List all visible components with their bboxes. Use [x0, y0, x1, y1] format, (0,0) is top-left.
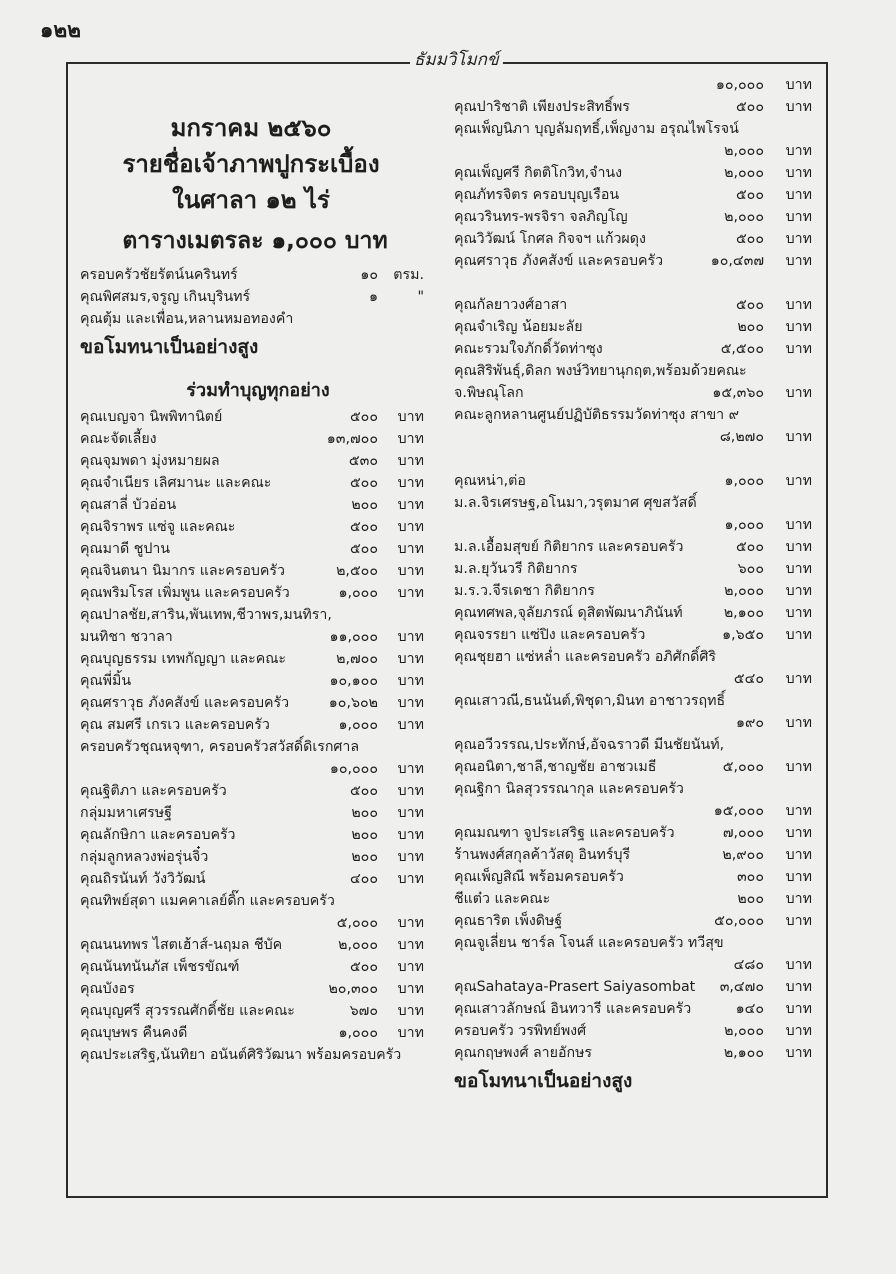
donor-name: ม.ล.ยุวันวรี กิติยากร	[454, 561, 578, 577]
donation-amount: ๒,๐๐๐	[724, 165, 764, 181]
donation-row	[454, 1020, 818, 1042]
donation-amount: ๔๘๐	[733, 957, 764, 973]
donation-row	[454, 536, 818, 558]
donor-name: คุณนันทนันภัส เพ็ชรขัณฑ์	[80, 959, 240, 975]
donation-amount: ๒,๙๐๐	[722, 847, 764, 863]
donor-name: คุณจูเลี่ยน ชาร์ล โจนส์ และครอบครัว ทวีสุข	[454, 935, 724, 951]
donation-row	[80, 264, 436, 286]
donor-name: ม.ร.ว.จีรเดชา กิติยากร	[454, 583, 595, 599]
donation-amount: ๑๐	[360, 267, 378, 283]
donation-row	[454, 162, 818, 184]
donation-row	[80, 406, 436, 428]
donation-row	[454, 844, 818, 866]
donor-name: คุณสิริพันธุ์,ดิลก พงษ์วิทยานุกฤต,พร้อมด้วยคณะ	[454, 363, 747, 379]
donor-name: คุณสาลี่ บัวอ่อน	[80, 497, 177, 513]
donation-amount: ๕๐๐	[735, 297, 764, 313]
currency-unit: บาท	[785, 253, 812, 269]
currency-unit: บาท	[785, 913, 812, 929]
donation-row	[80, 934, 436, 956]
donor-name: คุณบุญศรี สุวรรณศักดิ์ชัย และคณะ	[80, 1003, 295, 1019]
donation-amount: ๒,๐๐๐	[724, 1023, 764, 1039]
donor-name: ม.ล.เอื้อมสุขย์ กิติยากร และครอบครัว	[454, 539, 684, 555]
right-donation-block-b	[454, 294, 818, 448]
donor-name: กลุ่มมหาเศรษฐี	[80, 805, 172, 821]
currency-unit: บาท	[397, 1025, 424, 1041]
donor-name: คุณเพ็ญสิณี พร้อมครอบครัว	[454, 869, 624, 885]
donation-row	[80, 428, 436, 450]
currency-unit: บาท	[397, 629, 424, 645]
donor-name: คุณทิพย์สุดา แมคคาเลย์ดิ๊ก และครอบครัว	[80, 893, 335, 909]
donation-row	[80, 780, 436, 802]
donor-name: คุณอวีวรรณ,ประทักษ์,อัจฉราวดี มีนชัยนันท์,	[454, 737, 725, 753]
donation-row	[80, 824, 436, 846]
donation-row	[80, 582, 436, 604]
thanks-line-1: ขอโมทนาเป็นอย่างสูง	[80, 336, 259, 358]
donation-row	[454, 580, 818, 602]
donation-amount: ๑๕,๓๖๐	[712, 385, 764, 401]
donation-row	[80, 714, 436, 736]
donation-amount: ๑๐,๐๐๐	[715, 77, 764, 93]
currency-unit: บาท	[785, 473, 812, 489]
donor-name: คุณจำเริญ น้อยมะลัย	[454, 319, 583, 335]
donation-row	[80, 450, 436, 472]
donation-amount: ๑๓,๗๐๐	[326, 431, 378, 447]
donor-name: คุณตุ้ม และเพื่อน,หลานหมอทองคำ	[80, 311, 294, 327]
donation-amount: ๕๐๐	[735, 187, 764, 203]
donation-row	[80, 736, 436, 758]
donation-amount: ๑,๐๐๐	[338, 717, 378, 733]
currency-unit: บาท	[785, 627, 812, 643]
currency-unit: บาท	[397, 981, 424, 997]
currency-unit: บาท	[397, 783, 424, 799]
donation-amount: ๒,๗๐๐	[336, 651, 378, 667]
donation-amount: ๒,๐๐๐	[724, 143, 764, 159]
donor-name: มนทิชา ชวาลา	[80, 629, 173, 645]
donation-amount: ๓,๔๗๐	[719, 979, 764, 995]
title-line-2: รายชื่อเจ้าภาพปูกระเบื้อง	[122, 150, 380, 178]
donation-row	[454, 668, 818, 690]
currency-unit: บาท	[785, 1023, 812, 1039]
donation-row	[454, 404, 818, 426]
donation-amount: ๕๐๐	[349, 409, 378, 425]
donor-name: ครอบครัวชัยรัตน์นครินทร์	[80, 267, 238, 283]
donation-row	[454, 1042, 818, 1064]
donation-amount: ๕๐๐	[349, 541, 378, 557]
donation-amount: ๒๐๐	[351, 849, 378, 865]
donation-row	[454, 74, 818, 96]
donation-row	[454, 756, 818, 778]
currency-unit: บาท	[785, 847, 812, 863]
donor-name: คุณอนิตา,ชาลี,ชาญชัย อาชวเมธี	[454, 759, 657, 775]
currency-unit: บาท	[397, 959, 424, 975]
currency-unit: บาท	[785, 869, 812, 885]
donor-name: คุณนนทพร ไสตเฮ้าส์-นฤมล ชีบัค	[80, 937, 283, 953]
donation-amount: ๕๔๐	[733, 671, 764, 687]
donation-row	[454, 932, 818, 954]
donation-amount: ๑,๐๐๐	[338, 1025, 378, 1041]
donation-row	[454, 888, 818, 910]
title-line-1: มกราคม ๒๕๖๐	[170, 114, 332, 142]
donation-row	[454, 338, 818, 360]
donation-amount: ๕,๐๐๐	[722, 759, 764, 775]
donation-amount: ๑๑,๐๐๐	[329, 629, 378, 645]
currency-unit: บาท	[397, 541, 424, 557]
donation-amount: ๕๐๐	[735, 99, 764, 115]
donation-row	[80, 604, 436, 626]
currency-unit: บาท	[397, 497, 424, 513]
currency-unit: บาท	[785, 77, 812, 93]
donation-amount: ๕๐๐	[349, 783, 378, 799]
currency-unit: บาท	[397, 761, 424, 777]
donation-amount: ๑	[368, 289, 378, 305]
currency-unit: บาท	[397, 717, 424, 733]
donation-amount: ๕,๕๐๐	[720, 341, 764, 357]
currency-unit: บาท	[785, 605, 812, 621]
donation-row	[454, 470, 818, 492]
donation-row	[80, 956, 436, 978]
currency-unit: บาท	[397, 431, 424, 447]
currency-unit: บาท	[397, 849, 424, 865]
donor-name: คุณวรินทร-พรจิรา จลภิญโญ	[454, 209, 628, 225]
donor-name: คุณกฤษพงศ์ ลายอักษร	[454, 1045, 593, 1061]
donation-row	[454, 822, 818, 844]
donor-name: คุณจรรยา แซ่ปิง และครอบครัว	[454, 627, 646, 643]
currency-unit: บาท	[397, 1003, 424, 1019]
donation-row	[454, 998, 818, 1020]
donor-name: คุณกัลยาวงศ์อาสา	[454, 297, 568, 313]
donation-amount: ๒,๕๐๐	[336, 563, 378, 579]
currency-unit: "	[417, 289, 424, 305]
currency-unit: บาท	[397, 519, 424, 535]
currency-unit: บาท	[785, 539, 812, 555]
donation-row	[80, 472, 436, 494]
donation-row	[454, 382, 818, 404]
currency-unit: บาท	[785, 1045, 812, 1061]
currency-unit: บาท	[785, 561, 812, 577]
donation-amount: ๑๔๐	[735, 1001, 764, 1017]
title-block	[80, 110, 436, 264]
left-column	[80, 110, 436, 1066]
donation-amount: ๒,๐๐๐	[724, 583, 764, 599]
donor-name: คุณจินตนา นิมากร และครอบครัว	[80, 563, 285, 579]
donor-name: คุณชุยฮา แซ่หล่ำ และครอบครัว อภิศักดิ์ศิริ	[454, 649, 717, 665]
donation-amount: ๒๐,๓๐๐	[328, 981, 378, 997]
donor-name: คุณหน่า,ต่อ	[454, 473, 526, 489]
donation-row	[80, 1022, 436, 1044]
donation-row	[80, 286, 436, 308]
donation-amount: ๒,๑๐๐	[723, 1045, 764, 1061]
donation-row	[454, 976, 818, 998]
donation-row	[454, 360, 818, 382]
donation-amount: ๑๐,๔๓๗	[710, 253, 764, 269]
right-donation-block-c	[454, 470, 818, 1064]
donor-name: คุณเพ็ญนิภา บุญลัมฤทธิ์,เพ็ญงาม อรุณไพโรจน์	[454, 121, 739, 137]
donation-row	[80, 648, 436, 670]
donor-name: คุณถิรนันท์ วังวิวัฒน์	[80, 871, 206, 887]
donation-row	[80, 868, 436, 890]
donation-row	[80, 846, 436, 868]
donation-row	[454, 690, 818, 712]
right-donation-block-a	[454, 74, 818, 272]
currency-unit: บาท	[785, 99, 812, 115]
currency-unit: บาท	[785, 319, 812, 335]
donor-name: คุณมณฑา จูประเสริฐ และครอบครัว	[454, 825, 675, 841]
thanks-line-2: ขอโมทนาเป็นอย่างสูง	[454, 1070, 633, 1092]
currency-unit: บาท	[785, 231, 812, 247]
currency-unit: บาท	[397, 563, 424, 579]
donor-name: คุณปาลชัย,สาริน,พันเทพ,ชีวาพร,มนทิรา,	[80, 607, 332, 623]
donation-row	[454, 492, 818, 514]
donor-name: คุณจำเนียร เลิศมานะ และคณะ	[80, 475, 272, 491]
running-header: ธัมมวิโมกข์	[410, 46, 503, 73]
currency-unit: บาท	[785, 297, 812, 313]
donation-row	[80, 758, 436, 780]
currency-unit: บาท	[785, 429, 812, 445]
donation-amount: ๔๐๐	[349, 871, 378, 887]
donor-name: คุณจิราพร แซ่จู และคณะ	[80, 519, 236, 535]
currency-unit: บาท	[785, 957, 812, 973]
currency-unit: บาท	[785, 385, 812, 401]
donation-row	[454, 800, 818, 822]
donation-row	[454, 712, 818, 734]
donor-name: คุณศราวุธ ภังคสังข์ และครอบครัว	[454, 253, 664, 269]
donation-row	[454, 624, 818, 646]
donation-row	[80, 538, 436, 560]
donation-row	[454, 250, 818, 272]
donation-row	[80, 494, 436, 516]
donor-name: คุณจุมพดา มุ่งหมายผล	[80, 453, 220, 469]
donation-amount: ๑,๐๐๐	[338, 585, 378, 601]
donor-name: คณะรวมใจภักดิ์วัดท่าซุง	[454, 341, 603, 357]
currency-unit: บาท	[785, 1001, 812, 1017]
donor-name: คุณเสาวณี,ธนนันต์,พิชุดา,มินท อาชาวรฤทธิ์	[454, 693, 726, 709]
donor-name: ครอบครัว วรพิทย์พงศ์	[454, 1023, 587, 1039]
donation-amount: ๕๐๐	[735, 539, 764, 555]
donation-amount: ๑๕,๐๐๐	[713, 803, 764, 819]
donation-amount: ๑๙๐	[735, 715, 764, 731]
donor-name: ม.ล.จิรเศรษฐ,อโนมา,วรุตมาศ ศุขสวัสดิ์	[454, 495, 697, 511]
donation-row	[80, 560, 436, 582]
donation-row	[454, 646, 818, 668]
donation-amount: ๓๐๐	[736, 869, 764, 885]
donor-name: คุณพริมโรส เพิ่มพูน และครอบครัว	[80, 585, 290, 601]
currency-unit: บาท	[785, 209, 812, 225]
donation-row	[80, 1000, 436, 1022]
donation-amount: ๒๐๐	[351, 827, 378, 843]
donor-name: คณะจัดเลี้ยง	[80, 431, 157, 447]
donation-row	[80, 912, 436, 934]
donation-amount: ๒๐๐	[351, 497, 378, 513]
donor-name: กลุ่มลูกหลวงพ่อรุ่นจิ๋ว	[80, 849, 209, 865]
donation-row	[80, 692, 436, 714]
donation-row	[454, 316, 818, 338]
currency-unit: บาท	[785, 891, 812, 907]
donation-row	[454, 778, 818, 800]
donation-amount: ๒,๐๐๐	[338, 937, 378, 953]
donation-amount: ๑๐,๑๐๐	[329, 673, 378, 689]
donation-amount: ๕๐๐	[349, 959, 378, 975]
donor-name: คุณเสาวลักษณ์ อินทวารี และครอบครัว	[454, 1001, 692, 1017]
currency-unit: บาท	[785, 165, 812, 181]
currency-unit: บาท	[785, 825, 812, 841]
donor-name: คุณ สมศรี เกรเว และครอบครัว	[80, 717, 270, 733]
currency-unit: บาท	[397, 695, 424, 711]
donor-name: ร้านพงศ์สกุลค้าวัสดุ อินทร์บุรี	[454, 847, 631, 863]
donor-name: คุณบุษพร คืนคงดี	[80, 1025, 188, 1041]
donation-amount: ๒,๑๐๐	[723, 605, 764, 621]
donor-name: คุณทศพล,จุลัยภรณ์ ดุสิตพัฒนาภินันท์	[454, 605, 683, 621]
donation-row	[454, 866, 818, 888]
currency-unit: บาท	[785, 671, 812, 687]
currency-unit: บาท	[785, 583, 812, 599]
currency-unit: บาท	[397, 915, 424, 931]
donor-name: คุณฐิติภา และครอบครัว	[80, 783, 227, 799]
donation-row	[80, 516, 436, 538]
donor-name: คุณเพ็ญศรี กิตติโกวิท,จำนง	[454, 165, 623, 181]
donation-row	[454, 602, 818, 624]
donation-amount: ๑๐,๐๐๐	[329, 761, 378, 777]
donor-name: คุณมาดี ชูปาน	[80, 541, 170, 557]
donor-name: คุณพี่มิ้น	[80, 673, 132, 689]
donor-name: ครอบครัวชุณหจุฑา, ครอบครัวสวัสดิ์ดิเรกศาล	[80, 739, 360, 755]
donor-name: คุณธาริต เพ็งดิษฐ์	[454, 913, 563, 929]
currency-unit: บาท	[785, 715, 812, 731]
donor-name: คุณศราวุธ ภังคสังข์ และครอบครัว	[80, 695, 290, 711]
donation-row	[80, 308, 436, 330]
donor-name: คุณบุญธรรม เทพกัญญา และคณะ	[80, 651, 287, 667]
donation-row	[80, 670, 436, 692]
currency-unit: บาท	[397, 409, 424, 425]
donation-row	[454, 96, 818, 118]
donation-amount: ๒๐๐	[351, 805, 378, 821]
donation-amount: ๖๐๐	[737, 561, 764, 577]
donation-row	[80, 802, 436, 824]
title-line-4: ตารางเมตรละ ๑,๐๐๐ บาท	[122, 228, 388, 254]
donation-amount: ๒,๐๐๐	[724, 209, 764, 225]
currency-unit: บาท	[785, 517, 812, 533]
currency-unit: บาท	[397, 673, 424, 689]
donation-row	[454, 140, 818, 162]
title-line-3: ในศาลา ๑๒ ไร่	[172, 186, 330, 214]
currency-unit: บาท	[397, 805, 424, 821]
section-heading: ร่วมทำบุญทุกอย่าง	[186, 380, 330, 401]
donation-amount: ๒๐๐	[737, 891, 764, 907]
currency-unit: บาท	[785, 341, 812, 357]
currency-unit: บาท	[397, 871, 424, 887]
donation-amount: ๕๐๐	[735, 231, 764, 247]
donor-name: ชีแต๋ว และคณะ	[454, 891, 551, 907]
donation-row	[80, 978, 436, 1000]
donor-name: คุณลักษิกา และครอบครัว	[80, 827, 236, 843]
page-number: ๑๒๒	[40, 18, 82, 42]
donation-row	[454, 118, 818, 140]
currency-unit: บาท	[397, 453, 424, 469]
currency-unit: ตรม.	[393, 267, 424, 283]
donor-name: คุณบังอร	[80, 981, 135, 997]
donation-row	[80, 626, 436, 648]
donor-name: คุณวิวัฒน์ โกศล กิจจฯ แก้วผดุง	[454, 231, 646, 247]
currency-unit: บาท	[397, 827, 424, 843]
donation-amount: ๖๗๐	[349, 1003, 378, 1019]
currency-unit: บาท	[785, 803, 812, 819]
donor-name: คุณพิศสมร,จรูญ เกินบุรินทร์	[80, 289, 251, 305]
donor-name: คุณประเสริฐ,นันทิยา อนันต์ศิริวัฒนา พร้อมครอบครัว	[80, 1047, 402, 1063]
donation-row	[454, 228, 818, 250]
donation-row	[454, 184, 818, 206]
donor-name: คุณภัทรจิตร ครอบบุญเรือน	[454, 187, 620, 203]
donor-name: คุณSahataya-Prasert Saiyasombat	[454, 979, 696, 995]
right-column	[454, 74, 818, 1098]
donor-name: คุณฐิกา นิลสุวรรณากุล และครอบครัว	[454, 781, 684, 797]
donation-amount: ๕๐๐	[349, 475, 378, 491]
currency-unit: บาท	[397, 585, 424, 601]
donation-amount: ๕๐,๐๐๐	[714, 913, 764, 929]
donation-amount: ๑,๐๐๐	[724, 517, 764, 533]
donation-row	[80, 1044, 436, 1066]
donation-amount: ๕๐๐	[349, 519, 378, 535]
donor-name: คุณปาริชาติ เพียงประสิทธิ์พร	[454, 99, 630, 115]
donation-amount: ๑๐,๖๐๒	[328, 695, 378, 711]
donation-amount: ๑,๖๕๐	[722, 627, 764, 643]
currency-unit: บาท	[785, 979, 812, 995]
donation-row	[454, 558, 818, 580]
donation-row	[454, 426, 818, 448]
currency-unit: บาท	[785, 187, 812, 203]
donation-row	[454, 206, 818, 228]
donation-amount: ๕,๐๐๐	[336, 915, 378, 931]
currency-unit: บาท	[785, 143, 812, 159]
donation-row	[80, 890, 436, 912]
donation-row	[454, 910, 818, 932]
donor-name: คุณเบญจา นิพพิทานิตย์	[80, 409, 223, 425]
sqm-donor-list	[80, 264, 436, 330]
currency-unit: บาท	[397, 475, 424, 491]
donation-amount: ๕๓๐	[348, 453, 378, 469]
donation-amount: ๗,๐๐๐	[722, 825, 764, 841]
currency-unit: บาท	[397, 651, 424, 667]
donation-amount: ๑,๐๐๐	[724, 473, 764, 489]
currency-unit: บาท	[785, 759, 812, 775]
left-donation-list	[80, 406, 436, 1066]
donation-row	[454, 734, 818, 756]
donation-row	[454, 954, 818, 976]
donor-name: จ.พิษณุโลก	[454, 385, 524, 401]
donor-name: คณะลูกหลานศูนย์ปฏิบัติธรรมวัดท่าซุง สาขา ๙	[454, 407, 740, 423]
currency-unit: บาท	[397, 937, 424, 953]
donation-amount: ๘,๒๗๐	[719, 429, 764, 445]
donation-amount: ๒๐๐	[737, 319, 764, 335]
donation-row	[454, 514, 818, 536]
donation-row	[454, 294, 818, 316]
